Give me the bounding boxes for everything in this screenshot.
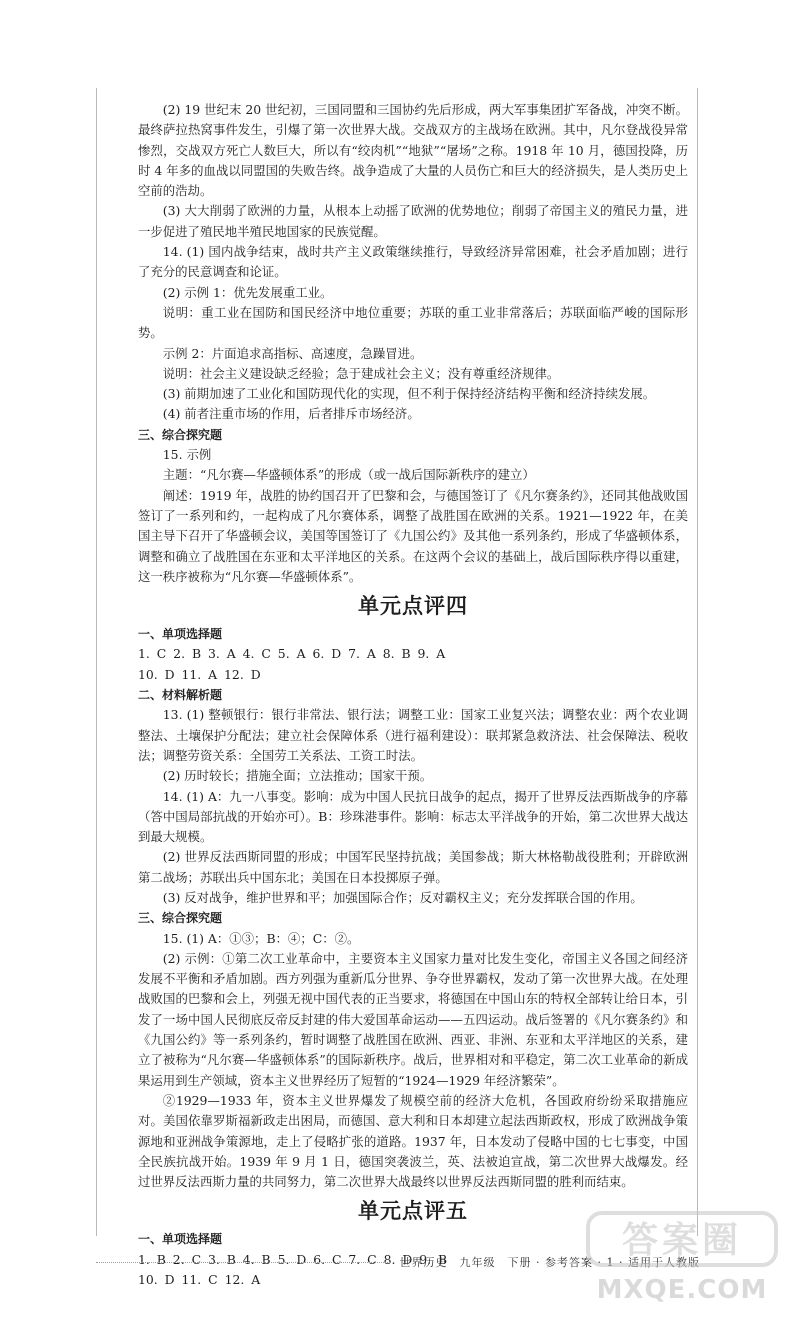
footer-text: 世界历史 九年级 下册 · 参考答案 · 1 · 适用于人教版 xyxy=(399,1256,700,1269)
answer-paragraph: 示例 2：片面追求高指标、高速度，急躁冒进。 xyxy=(162,345,423,361)
section-heading: 一、单项选择题 xyxy=(138,1232,223,1247)
unit-5-title: 单元点评五 xyxy=(358,1199,468,1224)
answer-paragraph: (3) 反对战争，维护世界和平；加强国际合作；反对霸权主义；充分发挥联合国的作用。 xyxy=(162,889,643,905)
answer-paragraph: 说明：重工业在国防和国民经济中地位重要；苏联的重工业非常落后；苏联面临严峻的国际形势。 xyxy=(138,304,688,341)
answer-paragraph: 主题：“凡尔赛—华盛顿体系”的形成（或一战后国际新秩序的建立） xyxy=(162,467,535,483)
answer-paragraph: (2) 19 世纪末 20 世纪初，三国同盟和三国协约先后形成，两大军事集团扩军备战，冲突不断。最终萨拉热窝事件发生，引爆了第一次世界大战。交战双方的主战场在欧洲。其中，凡尔登战役异常惨烈，交战双方死亡人数巨大，所以有“绞肉机”“地狱”“屠场”之称。1918 年 10 月，德国投降，历时 4 年多的血战以同盟国的失败告终。战争造成了大量的人员伤亡和巨大的经济损失，是人类历史上空前的浩劫。 xyxy=(138,102,688,199)
site-watermark xyxy=(582,1207,782,1303)
section-heading: 三、综合探究题 xyxy=(138,911,223,926)
watermark-url: MXQE.COM xyxy=(596,1275,768,1305)
answer-paragraph: (3) 前期加速了工业化和国防现代化的实现，但不利于保持经济结构平衡和经济持续发展。 xyxy=(162,386,656,402)
choice-answers-line: 10. D 11. C 12. A xyxy=(138,1272,261,1288)
answer-paragraph: (3) 大大削弱了欧洲的力量，从根本上动摇了欧洲的优势地位；削弱了帝国主义的殖民力量，进一步促进了殖民地半殖民地国家的民族觉醒。 xyxy=(138,203,688,239)
answer-paragraph: 阐述：1919 年，战胜的协约国召开了巴黎和会，与德国签订了《凡尔赛条约》，还同其他战败国签订了一系列和约，一起构成了凡尔赛体系，调整了战胜国在欧洲的关系。1921—1922 年，在美国主导下召开了华盛顿会议，美国等国签订了《九国公约》及其他一系列条约，形成了华盛顿体系，调整和确立了战胜国在东亚和太平洋地区的关系。在这两个会议的基础上，战后国际秩序得以重建，这一秩序被称为“凡尔赛—华盛顿体系”。 xyxy=(138,487,688,584)
answer-paragraph: ②1929—1933 年，资本主义世界爆发了规模空前的经济大危机，各国政府纷纷采取措施应对。美国依靠罗斯福新政走出困局，而德国、意大利和日本却建立起法西斯政权，形成了欧洲战争策源地和亚洲战争策源地，走上了侵略扩张的道路。1937 年，日本发动了侵略中国的七七事变，中国全民族抗战开始。1939 年 9 月 1 日，德国突袭波兰，英、法被迫宣战，第二次世界大战爆发。经过世界反法西斯力量的共同努力，第二次世界大战最终以世界反法西斯同盟的胜利而结束。 xyxy=(138,1092,688,1190)
choice-answers-line: 1. C 2. B 3. A 4. C 5. A 6. D 7. A 8. B 9. A xyxy=(138,646,446,662)
answer-paragraph: (4) 前者注重市场的作用，后者排斥市场经济。 xyxy=(162,406,420,422)
answer-paragraph: 13. (1) 整顿银行：银行非常法、银行法；调整工业：国家工业复兴法；调整农业：两个农业调整法、土壤保护分配法；建立社会保障体系（进行福利建设）：联邦紧急救济法、社会保障法、税收法；调整劳资关系：全国劳工关系法、工资工时法。 xyxy=(138,707,688,763)
answer-paragraph: (2) 历时较长；措施全面；立法推动；国家干预。 xyxy=(162,768,433,784)
choice-answers-line: 1. B 2. C 3. B 4. B 5. D 6. C 7. C 8. D 9. B xyxy=(138,1251,448,1267)
section-heading: 一、单项选择题 xyxy=(138,627,223,642)
choice-answers-line: 10. D 11. A 12. D xyxy=(138,666,261,682)
right-margin-rule xyxy=(697,88,698,1236)
answer-paragraph: 15. 示例 xyxy=(162,447,212,463)
answer-paragraph: (2) 示例：①第二次工业革命中，主要资本主义国家力量对比发生变化，帝国主义各国之间经济发展不平衡和矛盾加剧。西方列强为重新瓜分世界、争夺世界霸权，发动了第一次世界大战。在处理战败国的巴黎和会上，列强无视中国代表的正当要求，将德国在中国山东的特权全部转让给日本，引发了一场中国人民彻底反帝反封建的伟大爱国革命运动——五四运动。战后签署的《凡尔赛条约》和《九国公约》等一系列条约，暂时调整了战胜国在欧洲、西亚、非洲、东亚和太平洋地区的关系，建立了被称为“凡尔赛—华盛顿体系”的国际新秩序。战后，世界相对和平稳定，第二次工业革命的新成果运用到生产领域，资本主义世界经历了短暂的“1924—1929 年经济繁荣”。 xyxy=(138,950,688,1088)
svg-text:答案圈: 答案圈 xyxy=(621,1220,743,1261)
unit-4-title: 单元点评四 xyxy=(358,594,468,619)
section-heading: 三、综合探究题 xyxy=(138,427,223,442)
footer-dotted-rule xyxy=(96,1262,390,1263)
left-margin-rule xyxy=(96,88,97,1236)
answer-paragraph: (2) 示例 1：优先发展重工业。 xyxy=(162,284,333,300)
section-heading: 二、材料解析题 xyxy=(138,688,223,703)
answer-paragraph: 说明：社会主义建设缺乏经验；急于建成社会主义；没有尊重经济规律。 xyxy=(162,365,560,381)
answer-paragraph: 14. (1) 国内战争结束，战时共产主义政策继续推行，导致经济异常困难，社会矛盾加剧；进行了充分的民意调查和论证。 xyxy=(138,244,688,280)
answer-content xyxy=(138,100,688,1290)
answer-paragraph: 14. (1) A：九一八事变。影响：成为中国人民抗日战争的起点，揭开了世界反法西斯战争的序幕（答中国局部抗战的开始亦可）。B：珍珠港事件。影响：标志太平洋战争的开始，第二次世界大战达到最大规模。 xyxy=(138,788,688,845)
watermark-logo-icon xyxy=(582,1207,782,1271)
answer-paragraph: 15. (1) A：①③；B：④；C：②。 xyxy=(162,930,360,946)
answer-paragraph: (2) 世界反法西斯同盟的形成；中国军民坚持抗战；美国参战；斯大林格勒战役胜利；开辟欧洲第二战场；苏联出兵中国东北；美国在日本投掷原子弹。 xyxy=(138,849,688,885)
